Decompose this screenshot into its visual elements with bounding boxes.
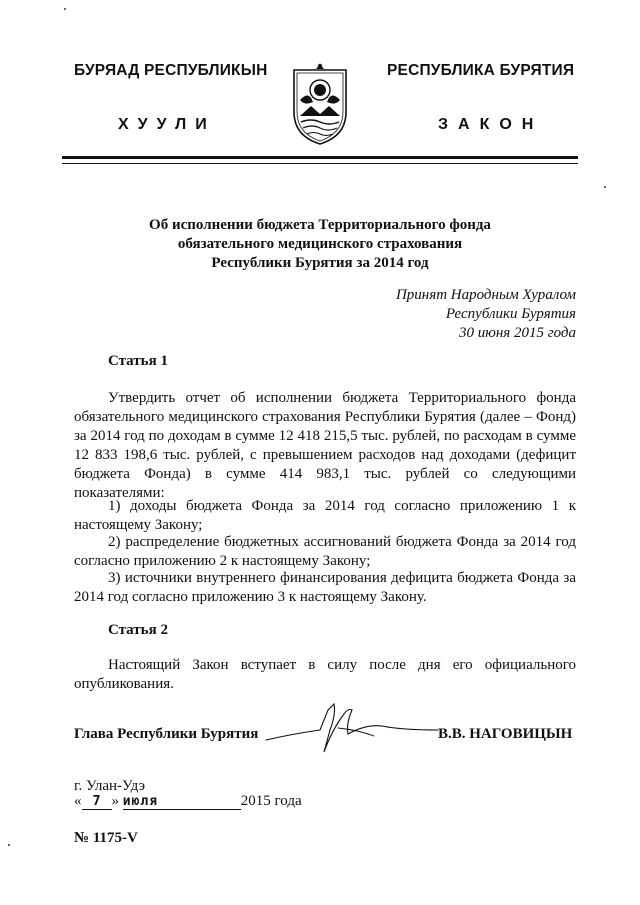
adoption-note [396,286,576,343]
article-2-heading: Статья 2 [108,622,168,638]
scan-speck [8,844,10,846]
date-year: 2015 года [240,793,302,809]
header-right-title: РЕСПУБЛИКА БУРЯТИЯ [387,62,575,79]
law-title [62,216,578,273]
scan-speck [604,186,606,188]
date-month: июля [123,794,241,810]
adoption-date: 30 июня 2015 года [459,325,576,341]
date-quote-open: « [74,793,82,809]
article-1-text: Утвердить отчет об исполнении бюджета Территориального фонда обязательного медицинского страхования Республики Бурятия (далее – Фонд) за 2014 год по доходам в сумме 12 418 215,5 тыс. рублей, по расходам в сумме 12 833 198,6 тыс. рублей, с превышением расходов над доходами (дефицит бюджета Фонда) в сумме 414 983,1 тыс. рублей со следующими показателями: [74,390,576,501]
handwritten-signature [262,700,440,756]
signing-date [74,793,302,810]
law-number: № 1175-V [74,830,138,846]
header-left-title: БУРЯАД РЕСПУБЛИКЫН [74,62,268,79]
coat-of-arms-emblem-icon [291,60,349,146]
article-1-item: 3) источники внутреннего финансирования дефицита бюджета Фонда за 2014 год согласно приложению 3 к настоящему Закону. [74,570,576,605]
header-right-doc-type: ЗАКОН [438,116,544,133]
law-title-line: обязательного медицинского страхования [177,236,463,252]
signatory-name: В.В. НАГОВИЦЫН [438,726,573,742]
scan-speck [64,8,66,10]
date-quote-close: » [111,793,119,809]
header-rule-thin [62,163,578,164]
law-title-line: Республики Бурятия за 2014 год [211,255,429,271]
adoption-line: Принят Народным Хуралом [395,287,576,303]
header-left-doc-type: ХУУЛИ [118,116,216,133]
article-1-heading: Статья 1 [108,353,168,369]
article-1-item: 2) распределение бюджетных ассигнований бюджета Фонда за 2014 год согласно приложению 2 к настоящему Закону; [74,534,576,569]
city: г. Улан-Удэ [74,778,146,794]
header-rule-thick [62,156,578,159]
law-title-line: Об исполнении бюджета Территориального фонда [149,217,491,233]
signatory-position: Глава Республики Бурятия [74,726,259,742]
adoption-line: Республики Бурятия [445,306,576,322]
date-day: 7 [82,794,112,810]
article-2-text: Настоящий Закон вступает в силу после дня его официального опубликования. [74,657,576,692]
article-1-item: 1) доходы бюджета Фонда за 2014 год согласно приложению 1 к настоящему Закону; [74,498,576,533]
